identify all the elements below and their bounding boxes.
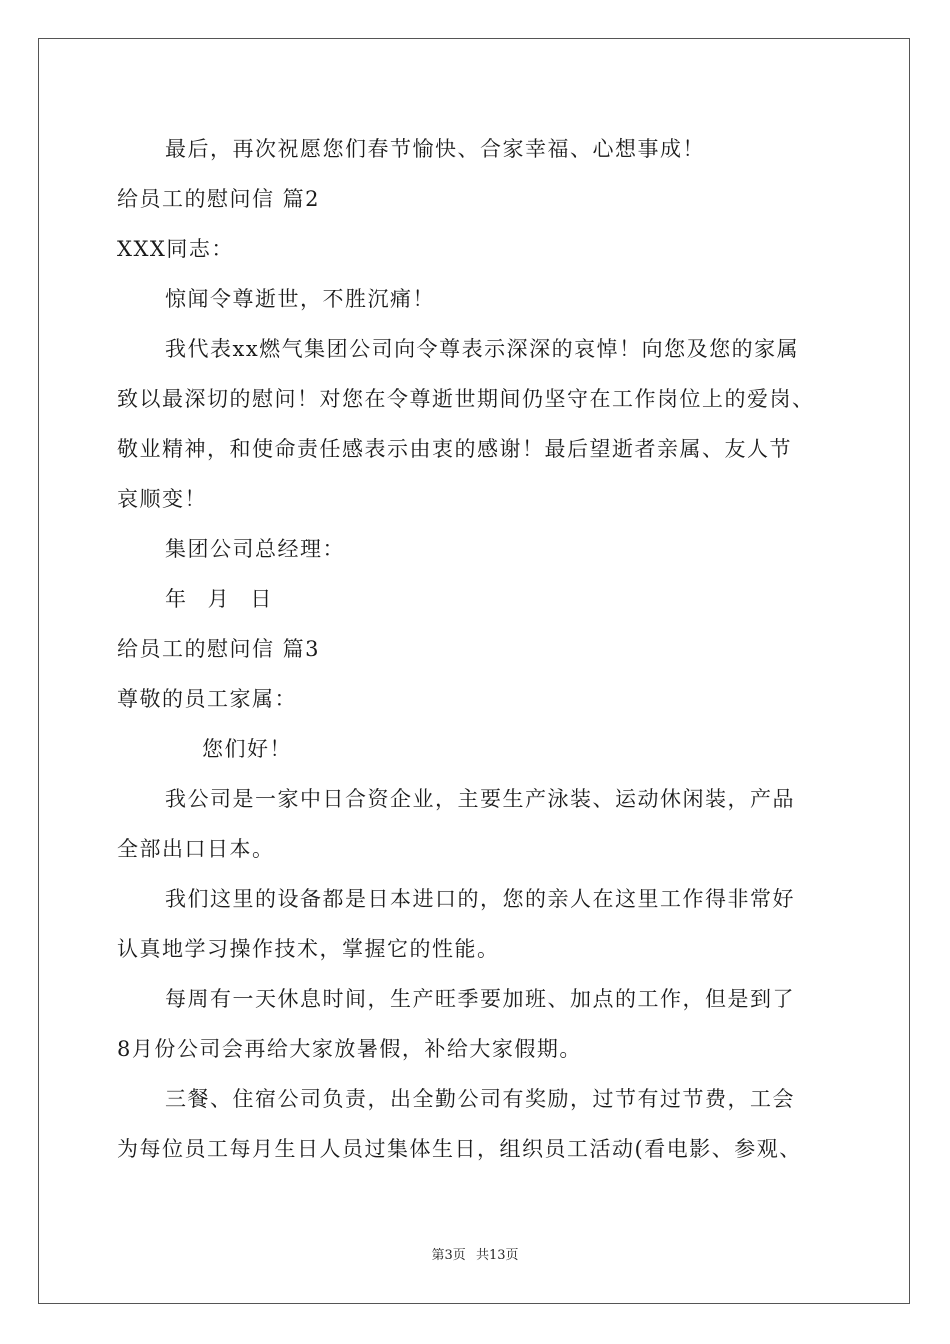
paragraph-line: 致以最深切的慰问！对您在令尊逝世期间仍坚守在工作岗位上的爱岗、 <box>117 387 815 411</box>
closing-wish-paragraph: 最后，再次祝愿您们春节愉快、合家幸福、心想事成！ <box>165 137 705 161</box>
salutation-2: XXX同志： <box>117 237 234 261</box>
paragraph-line: 我代表xx燃气集团公司向令尊表示深深的哀悼！向您及您的家属 <box>165 337 800 361</box>
total-pages: 共13页 <box>475 1248 519 1263</box>
paragraph-line: 全部出口日本。 <box>117 837 275 861</box>
paragraph-line: 哀顺变！ <box>117 487 207 511</box>
paragraph-line: 8月份公司会再给大家放暑假，补给大家假期。 <box>117 1037 582 1061</box>
paragraph-line: 三餐、住宿公司负责，出全勤公司有奖励，过节有过节费，工会 <box>165 1087 795 1111</box>
section-heading-2: 给员工的慰问信 篇2 <box>117 187 321 211</box>
condolence-opening: 惊闻令尊逝世，不胜沉痛！ <box>165 287 435 311</box>
paragraph-line: 为每位员工每月生日人员过集体生日，组织员工活动(看电影、参观、 <box>117 1137 802 1161</box>
section-heading-3: 给员工的慰问信 篇3 <box>117 637 321 661</box>
paragraph-line: 敬业精神，和使命责任感表示由衷的感谢！最后望逝者亲属、友人节 <box>117 437 792 461</box>
paragraph-line: 认真地学习操作技术，掌握它的性能。 <box>117 937 500 961</box>
signature-title: 集团公司总经理： <box>165 537 345 561</box>
salutation-3: 尊敬的员工家属： <box>117 687 297 711</box>
date-line: 年 月 日 <box>165 587 273 611</box>
page-number: 第3页 <box>431 1248 466 1263</box>
paragraph-line: 每周有一天休息时间，生产旺季要加班、加点的工作，但是到了 <box>165 987 795 1011</box>
paragraph-line: 我公司是一家中日合资企业，主要生产泳装、运动休闲装，产品 <box>165 787 795 811</box>
paragraph-line: 我们这里的设备都是日本进口的，您的亲人在这里工作得非常好 <box>165 887 795 911</box>
page-footer <box>0 1247 950 1265</box>
greeting: 您们好！ <box>202 737 292 761</box>
page-border <box>38 38 910 1304</box>
